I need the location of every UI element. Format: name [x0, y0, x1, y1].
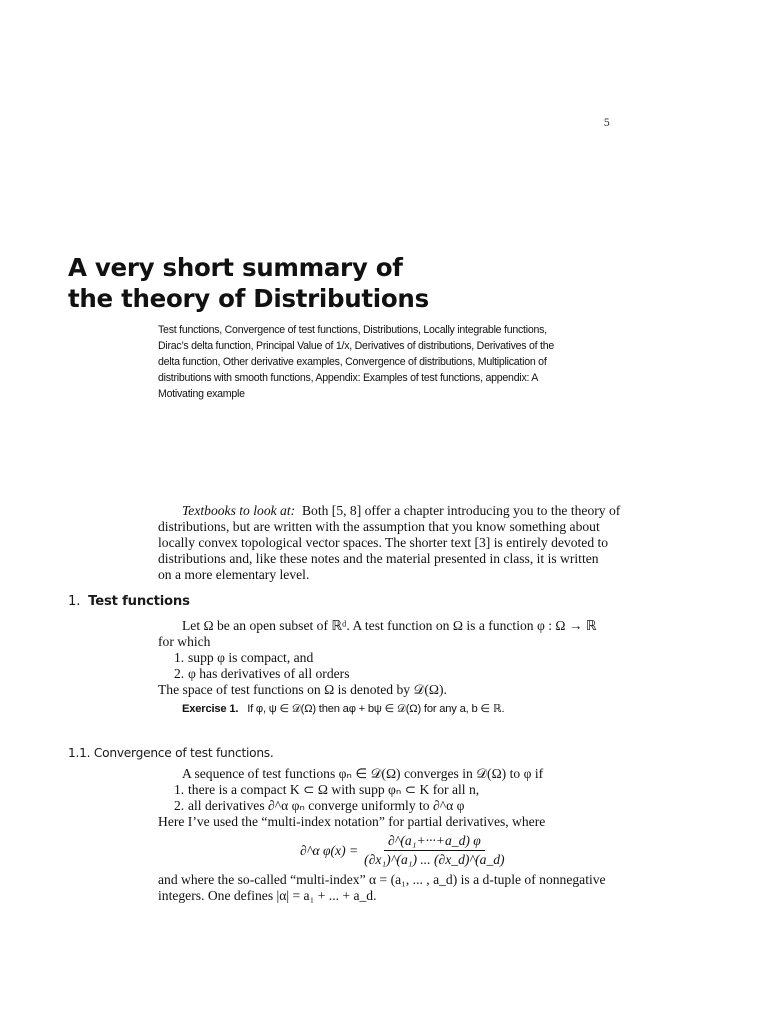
subsection-body	[158, 766, 618, 904]
exercise	[158, 701, 618, 717]
list-item: 1. there is a compact K ⊂ Ω with supp φₙ ⊂ K for all n,	[174, 782, 480, 797]
textbooks-text: Both [5, 8] offer a chapter introducing you to the theory of	[301, 503, 621, 518]
chapter-title	[68, 252, 488, 314]
textbooks-line: distributions and, like these notes and the material presented in class, it is written	[158, 551, 599, 566]
formula-denominator: (∂x₁)^(a₁) ... (∂x_d)^(a_d)	[364, 852, 505, 867]
chapter-contents	[158, 322, 613, 402]
convergence-conditions	[158, 782, 618, 814]
section-heading	[68, 594, 190, 609]
exercise-label: Exercise 1.	[182, 703, 239, 715]
section-body	[158, 618, 618, 717]
formula-numerator: ∂^(a₁+···+a_d) φ	[384, 833, 485, 851]
textbooks-line: on a more elementary level.	[158, 567, 310, 582]
subsection-number: 1.1.	[68, 746, 91, 760]
page-number: 5	[603, 118, 610, 129]
subsection-heading	[68, 746, 274, 760]
list-item: 1. supp φ is compact, and	[174, 650, 314, 665]
chapter-title-line-2: the theory of Distributions	[68, 284, 429, 313]
list-item: 2. φ has derivatives of all orders	[174, 666, 350, 681]
textbooks-paragraph	[158, 503, 621, 583]
contents-line: delta function, Other derivative examples, Convergence of distributions, Multiplication of	[158, 356, 547, 368]
section-intro: Let Ω be an open subset of ℝᵈ. A test function on Ω is a function φ : Ω → ℝ	[182, 618, 597, 633]
exercise-text: If φ, ψ ∈ 𝒟(Ω) then aφ + bψ ∈ 𝒟(Ω) for any a, b ∈ ℝ.	[247, 703, 505, 715]
textbooks-line: locally convex topological vector spaces. The shorter text [3] is entirely devoted to	[158, 535, 609, 550]
multi-index-definition: and where the so-called “multi-index” α = (a₁, ... , a_d) is a d-tuple of nonnegative	[158, 872, 606, 887]
contents-line: Dirac’s delta function, Principal Value of 1/x, Derivatives of distributions, Derivatives of the	[158, 340, 555, 352]
space-definition: The space of test functions on Ω is denoted by 𝒟(Ω).	[158, 682, 447, 697]
list-item: 2. all derivatives ∂^α φₙ converge uniformly to ∂^α φ	[174, 798, 465, 813]
contents-line: distributions with smooth functions, Appendix: Examples of test functions, appendix: A	[158, 372, 539, 384]
partial-derivative-formula	[158, 833, 618, 868]
section-intro-continued: for which	[158, 634, 211, 649]
formula-lhs: ∂^α φ(x) =	[300, 842, 359, 858]
section-number: 1.	[68, 594, 81, 609]
multi-index-norm: integers. One defines |α| = a₁ + ... + a_d.	[158, 888, 377, 903]
formula-fraction	[364, 833, 504, 868]
contents-line: Test functions, Convergence of test functions, Distributions, Locally integrable functions,	[158, 324, 547, 336]
textbooks-line: distributions, but are written with the assumption that you know something about	[158, 519, 600, 534]
textbooks-lead: Textbooks to look at:	[182, 503, 296, 518]
chapter-title-line-1: A very short summary of	[68, 253, 403, 282]
subsection-title: Convergence of test functions.	[93, 746, 274, 760]
textbooks-first-line	[158, 503, 621, 519]
section-title: Test functions	[88, 594, 190, 609]
subsection-intro: A sequence of test functions φₙ ∈ 𝒟(Ω) converges in 𝒟(Ω) to φ if	[182, 766, 544, 781]
test-function-conditions	[158, 650, 618, 682]
contents-line: Motivating example	[158, 388, 245, 400]
multi-index-intro: Here I’ve used the “multi-index notation” for partial derivatives, where	[158, 814, 546, 829]
